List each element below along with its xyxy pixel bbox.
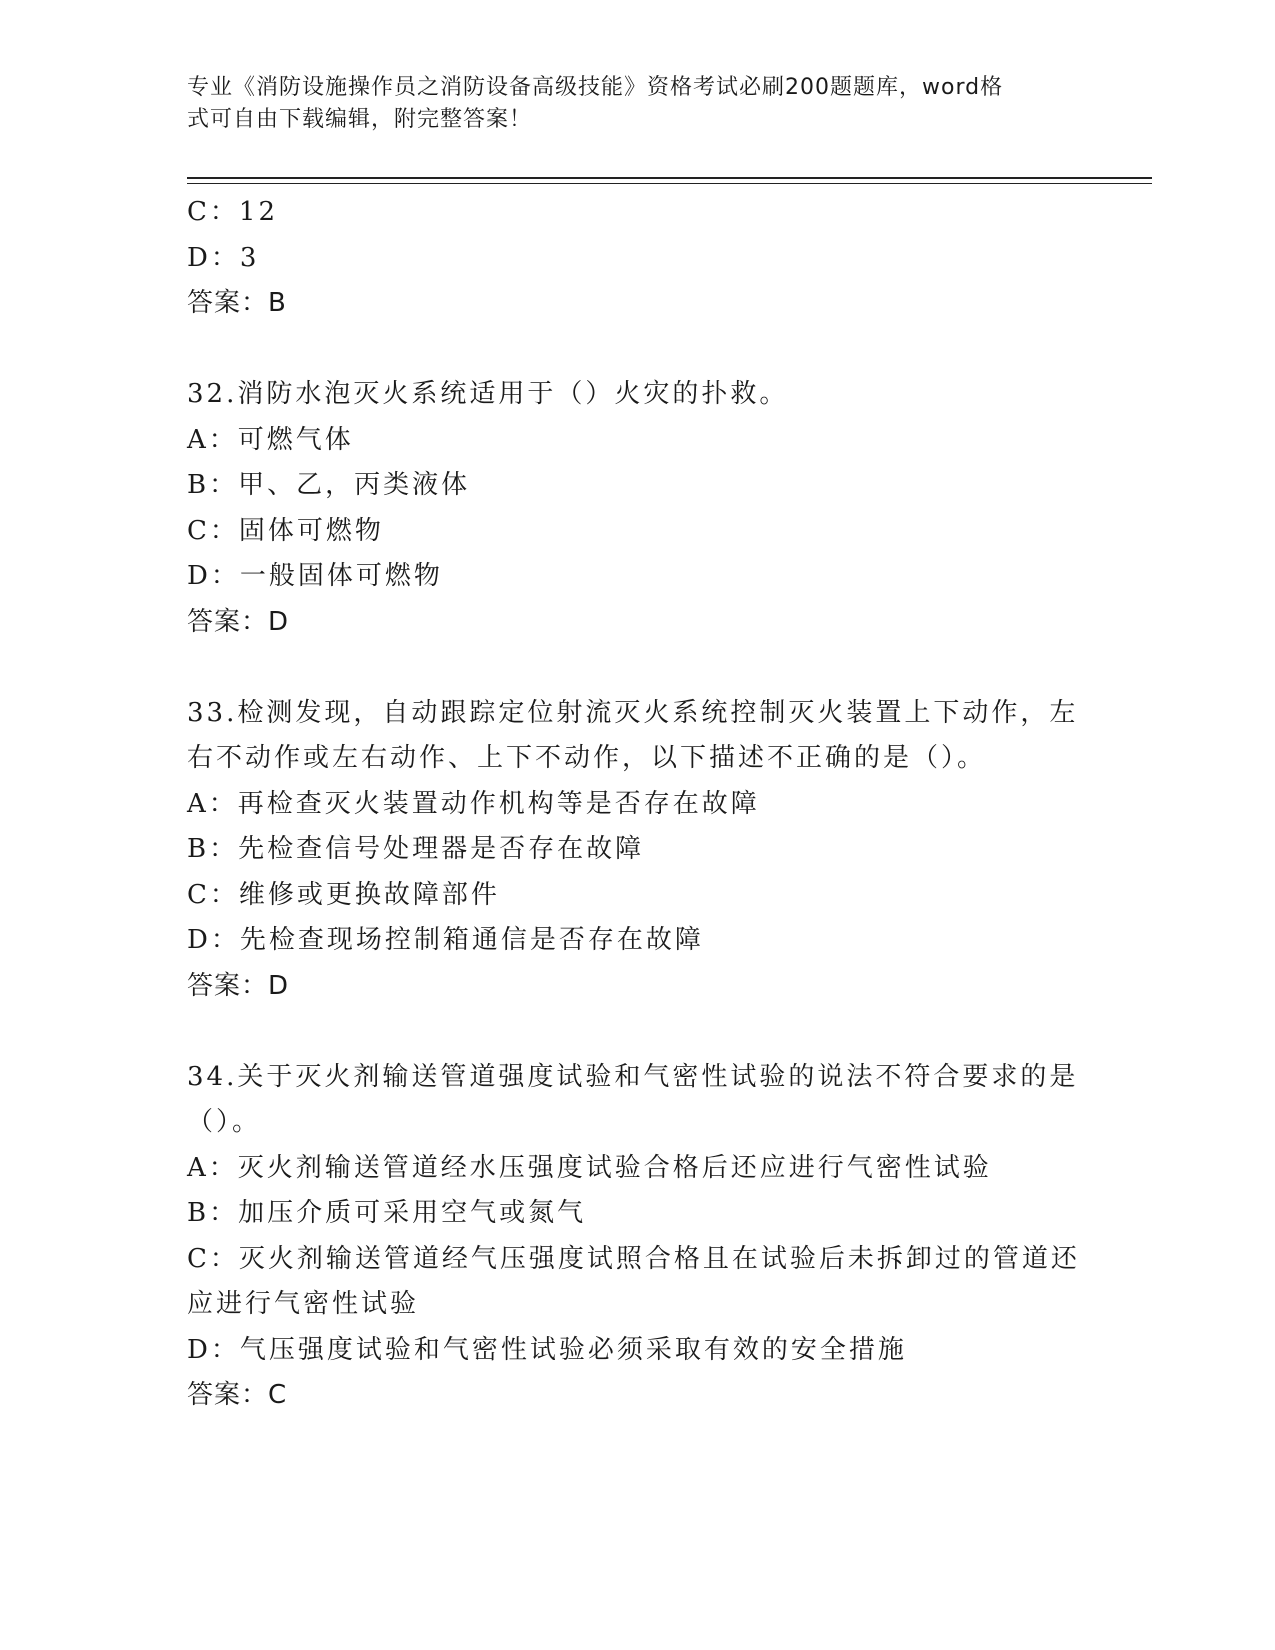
option-text: 加压介质可采用空气或氮气: [238, 1198, 587, 1228]
option-text: 固体可燃物: [238, 515, 384, 546]
option-text: 气压强度试验和气密性试验必须采取有效的安全措施: [239, 1334, 907, 1365]
option-label: C：: [187, 515, 239, 546]
answer-line: 答案：D: [187, 606, 290, 637]
option-label: C：: [187, 879, 239, 910]
question-stem: 34.关于灭火剂输送管道强度试验和气密性试验的说法不符合要求的是: [187, 1061, 1079, 1092]
option-label: B：: [187, 834, 239, 864]
option-c: [187, 509, 1087, 555]
option-text: 灭火剂输送管道经水压强度试验合格后还应进行气密性试验: [237, 1152, 992, 1183]
option-text: 先检查信号处理器是否存在故障: [238, 834, 645, 864]
spacer: [187, 645, 1087, 691]
previous-question-tail: [187, 190, 1087, 327]
option-label: C：: [187, 1243, 239, 1274]
question-list: [187, 190, 1087, 1419]
option-text: 甲、乙，丙类液体: [238, 470, 471, 500]
option-label: B：: [187, 470, 239, 500]
question-32: [187, 372, 1087, 645]
question-stem-continued: （）。: [187, 1107, 262, 1137]
option-c: [187, 873, 1087, 919]
option-c: [187, 1237, 1087, 1283]
option-text: 12: [238, 197, 278, 227]
header-line-1: 专业《消防设施操作员之消防设备高级技能》资格考试必刷200题题库，word格: [187, 75, 1004, 100]
option-b: [187, 1191, 1087, 1237]
answer-line: 答案：D: [187, 970, 290, 1001]
option-d: [187, 1328, 1087, 1374]
option-b: [187, 827, 1087, 873]
document-header: [187, 72, 1087, 136]
option-a: [187, 1146, 1087, 1192]
option-label: B：: [187, 1198, 239, 1228]
header-line-2: 式可自由下载编辑，附完整答案！: [187, 107, 533, 132]
option-text: 3: [239, 242, 260, 273]
option-a: [187, 782, 1087, 828]
option-text: 灭火剂输送管道经气压强度试照合格且在试验后未拆卸过的管道还: [238, 1243, 1080, 1274]
option-text: 先检查现场控制箱通信是否存在故障: [239, 925, 704, 955]
header-divider-thin: [187, 183, 1152, 184]
option-text: 一般固体可燃物: [239, 561, 443, 591]
option-d: [187, 554, 1087, 600]
spacer: [187, 327, 1087, 373]
answer-line: 答案：C: [187, 1380, 288, 1410]
option-label: D：: [187, 925, 240, 955]
option-a: [187, 418, 1087, 464]
option-c-continued: 应进行气密性试验: [187, 1289, 420, 1319]
option-d: [187, 918, 1087, 964]
option-label: A：: [187, 788, 238, 819]
option-d: [187, 236, 1087, 282]
spacer: [187, 1009, 1087, 1055]
option-label: D：: [187, 242, 240, 273]
option-label: C：: [187, 197, 239, 227]
option-text: 再检查灭火装置动作机构等是否存在故障: [237, 788, 760, 819]
option-c: [187, 190, 1087, 236]
option-text: 维修或更换故障部件: [238, 879, 500, 910]
header-divider-thick: [187, 177, 1152, 179]
answer-line: 答案：B: [187, 288, 287, 318]
option-label: D：: [187, 1334, 240, 1365]
option-label: A：: [187, 424, 238, 455]
question-stem-continued: 右不动作或左右动作、上下不动作，以下描述不正确的是（）。: [187, 743, 987, 773]
question-stem: 32.消防水泡灭火系统适用于（）火灾的扑救。: [187, 379, 789, 409]
option-b: [187, 463, 1087, 509]
option-text: 可燃气体: [237, 424, 354, 455]
question-stem: 33.检测发现，自动跟踪定位射流灭火系统控制灭火装置上下动作，左: [187, 697, 1079, 728]
option-label: A：: [187, 1152, 238, 1183]
option-label: D：: [187, 561, 240, 591]
question-33: [187, 691, 1087, 1010]
question-34: [187, 1055, 1087, 1419]
